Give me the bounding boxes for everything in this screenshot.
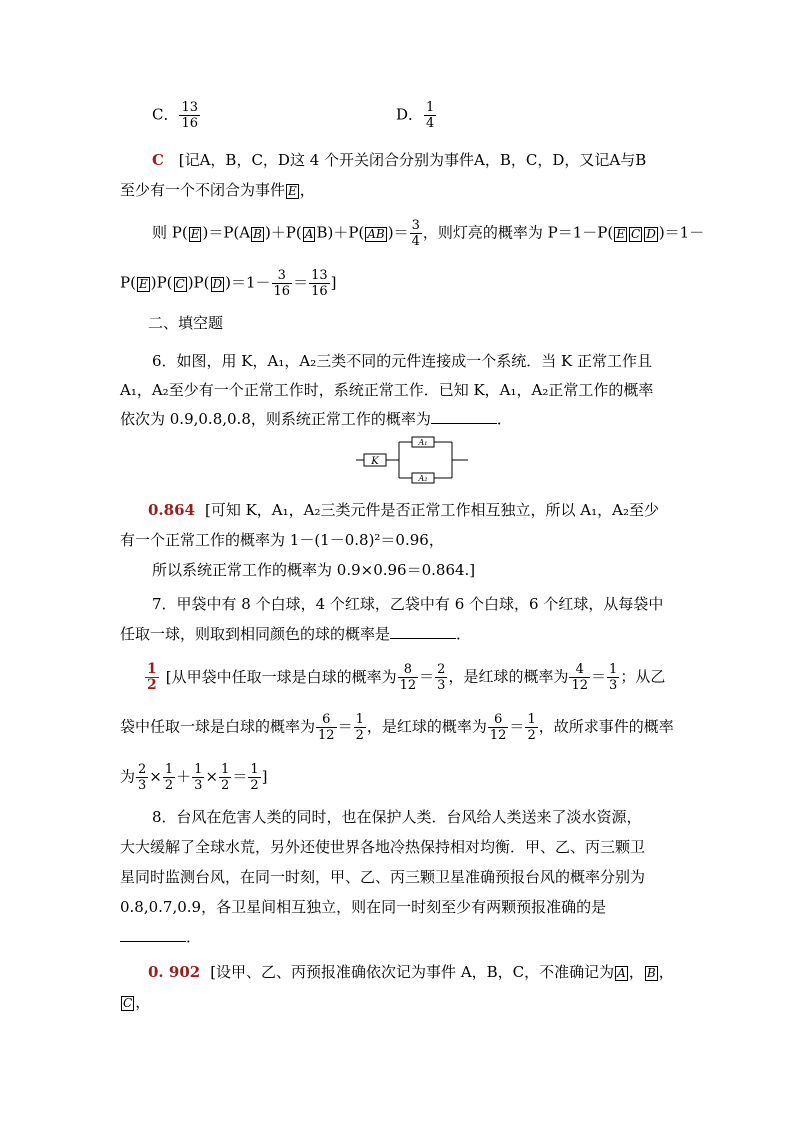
q7-answer-blank [390, 624, 456, 639]
q7-answer: $\frac{1}{2}$ [147, 661, 157, 693]
q6-answer: 0.864 [148, 501, 195, 519]
component-a2-label: A₂ [418, 474, 428, 483]
option-c: C． $\frac{13}{16}$ [152, 100, 199, 131]
circuit-diagram [352, 432, 472, 488]
option-d: D． $\frac{1}{4}$ [396, 100, 435, 131]
q6-answer-blank [431, 409, 497, 424]
q8-answer-blank [120, 927, 186, 942]
q5-answer: C [152, 151, 164, 169]
component-k-label: K [371, 456, 379, 467]
option-d-fraction: $\frac{1}{4}$ [426, 100, 435, 131]
option-c-fraction: $\frac{13}{16}$ [181, 100, 199, 131]
component-a1-label: A₁ [418, 438, 428, 447]
q8-answer: 0. 902 [148, 963, 201, 981]
